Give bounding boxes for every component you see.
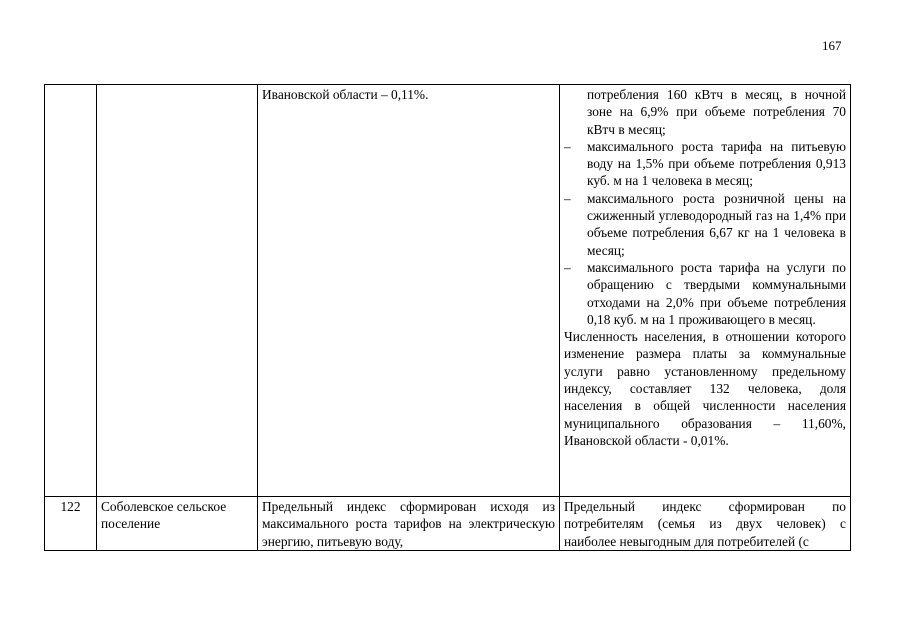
tariff-index-table <box>44 84 851 551</box>
row-number-cell: 122 <box>45 497 97 551</box>
tariff-growth-list <box>564 86 846 328</box>
list-item-text: максимального роста тарифа на питьевую воду на 1,5% при объеме потребления 0,913 куб. м на 1 человека в месяц; <box>587 138 846 189</box>
dash-bullet: – <box>564 259 571 275</box>
list-item <box>564 138 846 190</box>
dash-bullet: – <box>564 138 571 154</box>
settlement-name-cell: Соболевское сельское поселение <box>97 497 258 551</box>
dash-bullet: – <box>564 190 571 206</box>
row-number-cell <box>45 85 97 497</box>
settlement-name-cell <box>97 85 258 497</box>
list-item <box>564 259 846 328</box>
index-description-cell: Предельный индекс сформирован по потребителям (семья из двух человек) с наиболее невыгодным для потребителей (с <box>560 497 851 551</box>
list-item-text: потребления 160 кВтч в месяц, в ночной зоне на 6,9% при объеме потребления 70 кВтч в месяц; <box>587 87 846 137</box>
index-description-cell <box>560 85 851 497</box>
table-row <box>45 85 851 497</box>
index-basis-cell: Ивановской области – 0,11%. <box>258 85 560 497</box>
table-row <box>45 497 851 551</box>
list-item <box>564 86 846 138</box>
list-item-text: максимального роста розничной цены на сжиженный углеводородный газ на 1,4% при объеме потребления 6,67 кг на 1 человека в месяц; <box>587 190 846 258</box>
index-basis-cell: Предельный индекс сформирован исходя из максимального роста тарифов на электрическую энергию, питьевую воду, <box>258 497 560 551</box>
list-item-text: максимального роста тарифа на услуги по обращению с твердыми коммунальными отходами на 2,0% при объеме потребления 0,18 куб. м на 1 проживающего в месяц. <box>587 259 846 327</box>
page-number: 167 <box>822 38 842 53</box>
population-paragraph: Численность населения, в отношении которого изменение размера платы за коммунальные услуги равно установленному предельному индексу, составляет 132 человека, доля населения в общей численности населения муниципального образования – 11,60%, Ивановской области - 0,01%. <box>564 329 846 448</box>
list-item <box>564 190 846 259</box>
